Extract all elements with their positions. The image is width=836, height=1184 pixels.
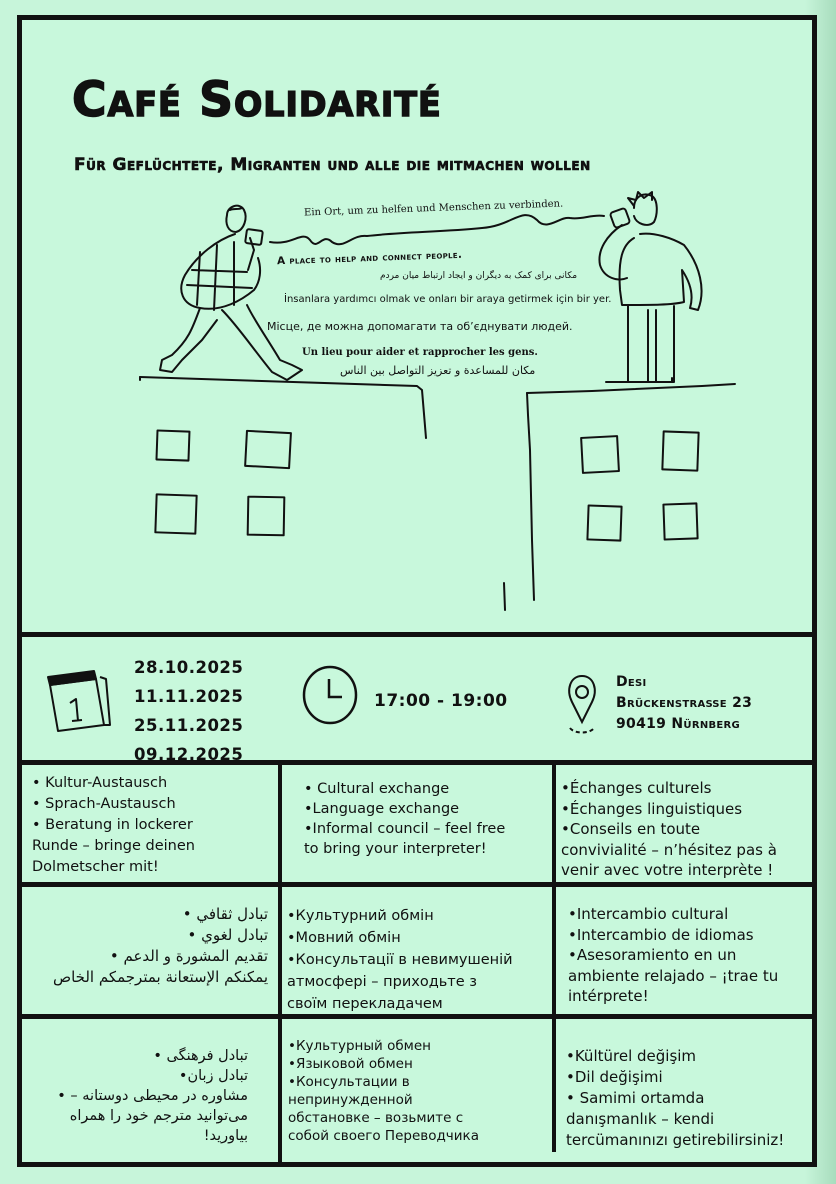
cell-arabic — [28, 904, 268, 988]
postal-city: 90419 Nürnberg — [616, 716, 741, 732]
street-address: Brückenstraße 23 — [616, 695, 753, 711]
divider-col-2 — [552, 760, 556, 1152]
offer-line: обстановке – возьмите с — [288, 1110, 464, 1126]
offer-line: •Kültürel değişim — [566, 1047, 697, 1065]
offer-line: •Conseils en toute — [561, 820, 701, 838]
offer-line: •Языковой обмен — [288, 1056, 413, 1072]
divider-info-top — [22, 632, 812, 637]
offer-line: непринужденной — [288, 1092, 413, 1108]
event-date: 09.12.2025 — [134, 745, 244, 764]
offer-line: تبادل ثقافي • — [182, 905, 268, 923]
divider-row-1 — [22, 882, 812, 887]
offer-line: •Intercambio de idiomas — [568, 925, 754, 944]
offer-line: to bring your interpreter! — [304, 841, 487, 857]
offer-line: ambiente relajado – ¡trae tu — [568, 966, 779, 985]
offer-line: تبادل لغوي • — [187, 926, 268, 944]
offer-line: •Informal council – feel free — [304, 821, 506, 837]
offer-line: بیاورید! — [203, 1128, 248, 1144]
offer-line: своїм перекладачем — [287, 996, 443, 1012]
offer-line: •Культурний обмін — [287, 908, 434, 924]
offer-line: •Asesoramiento en un — [568, 946, 737, 964]
tagline-turkish: İnsanlara yardımcı olmak ve onları bir araya getirmek için bir yer. — [284, 294, 612, 305]
divider-col-1 — [278, 760, 282, 1167]
offer-line: مشاوره در محیطی دوستانه – • — [57, 1088, 248, 1104]
cell-ukrainian — [287, 905, 513, 1015]
tin-can-string — [270, 215, 604, 244]
offer-line: تبادل فرهنگی • — [153, 1048, 248, 1064]
tagline-french: Un lieu pour aider et rapprocher les gens. — [302, 347, 538, 358]
event-dates — [134, 653, 243, 769]
offer-line: danışmanlık – kendi — [566, 1110, 715, 1128]
offer-line: تقديم المشورة و الدعم • — [109, 947, 268, 965]
offer-line: می‌توانید مترجم خود را همراه — [69, 1108, 248, 1124]
right-person-standing — [599, 192, 701, 382]
left-person-running — [160, 206, 302, 380]
offer-line: собой своего Переводчика — [288, 1128, 479, 1144]
event-date: 11.11.2025 — [134, 687, 244, 706]
cell-english — [304, 779, 505, 859]
cell-spanish — [568, 904, 778, 1007]
tagline-persian: مکانی برای کمک به دیگران و ایجاد ارتباط میان مردم — [380, 271, 578, 281]
clock-icon — [300, 663, 362, 727]
event-date: 28.10.2025 — [134, 658, 244, 677]
event-address — [616, 672, 752, 735]
offer-line: •Мовний обмін — [287, 930, 401, 946]
offer-line: • Kultur-Austausch — [32, 775, 168, 791]
venue-name: Desi — [616, 674, 647, 690]
offer-line: convivialité – n’hésitez pas à — [561, 840, 777, 859]
location-pin-icon — [562, 670, 602, 740]
poster — [17, 15, 817, 1167]
offer-line: • Samimi ortamda — [566, 1089, 705, 1107]
offer-line: •Intercambio cultural — [568, 905, 729, 923]
offer-line: intérprete! — [568, 987, 649, 1005]
cell-russian — [288, 1037, 479, 1145]
tagline-arabic: مكان للمساعدة و تعزيز التواصل بين الناس — [340, 364, 536, 377]
left-building — [140, 377, 426, 438]
tagline-ukrainian: Місце, де можна допомагати та об’єднувати людей. — [267, 320, 573, 333]
calendar-icon — [42, 667, 112, 737]
cell-german — [32, 773, 195, 878]
offer-line: Dolmetscher mit! — [32, 859, 159, 875]
offer-line: يمكنكم الإستعانة بمترجمكم الخاص — [52, 968, 268, 986]
offer-line: •Échanges culturels — [561, 779, 712, 797]
tagline-german: Ein Ort, um zu helfen und Menschen zu verbinden. — [303, 198, 564, 219]
offer-line: • Cultural exchange — [304, 781, 450, 797]
cell-turkish — [566, 1046, 784, 1151]
offer-line: Runde – bringe deinen — [32, 838, 195, 854]
event-date: 25.11.2025 — [134, 716, 244, 735]
offer-line: •Dil değişimi — [566, 1068, 663, 1086]
offer-line: تبادل زبان• — [178, 1068, 248, 1084]
poster-title: Café Solidarité — [72, 72, 442, 128]
cell-persian — [28, 1046, 248, 1146]
tagline-english: A place to help and connect people. — [276, 248, 463, 268]
offer-line: •Échanges linguistiques — [561, 799, 743, 818]
offer-line: • Beratung in lockerer — [32, 817, 193, 833]
offer-line: •Консультації в невимушеній — [287, 952, 513, 968]
offer-line: • Sprach-Austausch — [32, 796, 176, 812]
offer-line: tercümanınızı getirebilirsiniz! — [566, 1131, 785, 1149]
offer-line: атмосфері – приходьте з — [287, 974, 477, 990]
cell-french — [561, 778, 777, 881]
event-time: 17:00 - 19:00 — [374, 691, 508, 711]
offer-line: •Консультации в — [288, 1074, 410, 1090]
offer-line: •Культурный обмен — [288, 1038, 431, 1054]
right-building — [527, 384, 735, 393]
poster-subtitle: Für Geflüchtete, Migranten und alle die mitmachen wollen — [74, 155, 591, 175]
offer-line: venir avec votre interprète ! — [561, 861, 774, 879]
offer-line: •Language exchange — [304, 801, 460, 817]
